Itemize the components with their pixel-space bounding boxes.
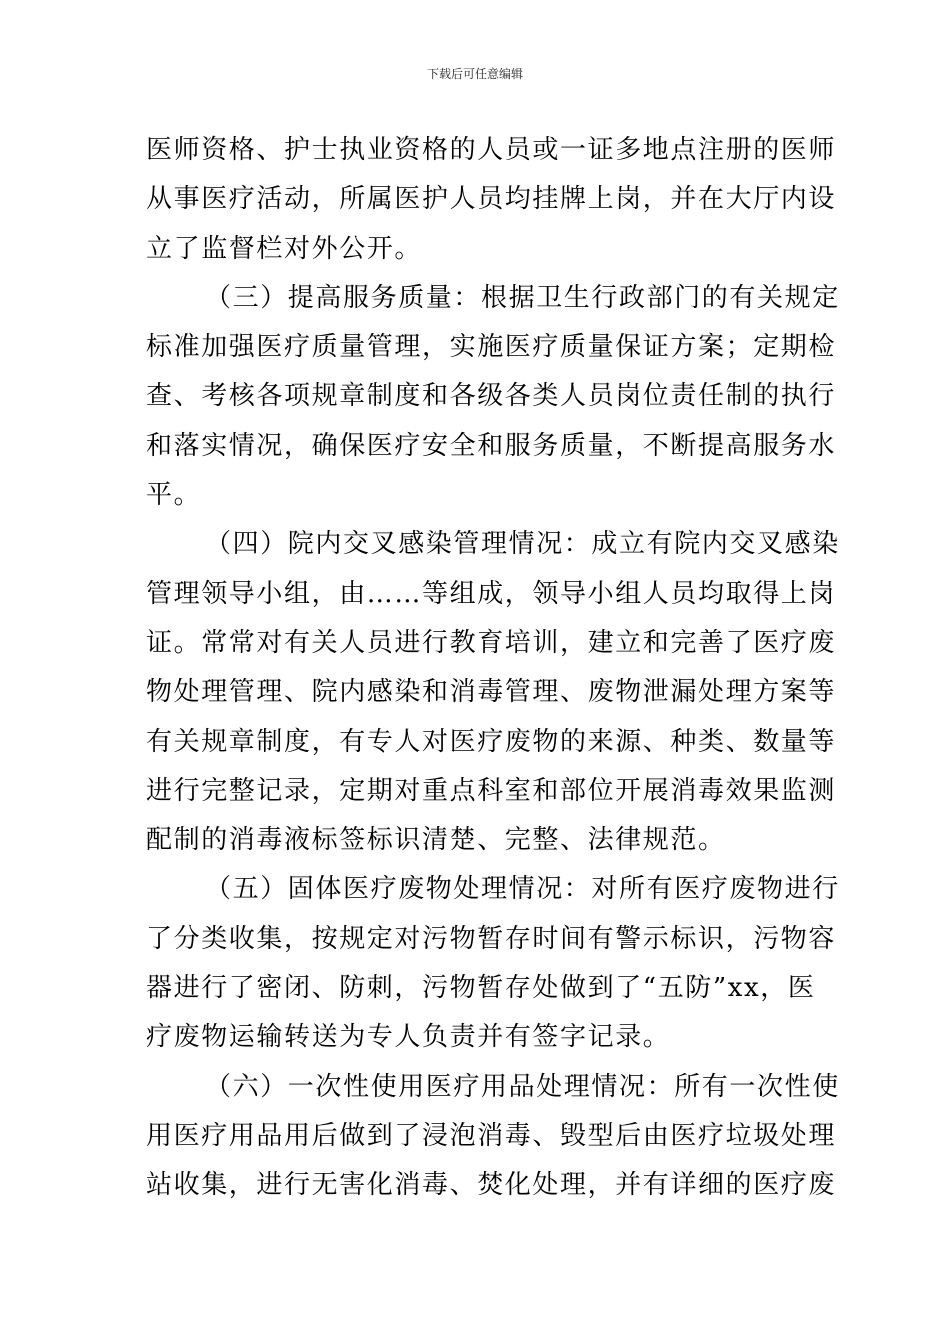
text-line: 了分类收集，按规定对污物暂存时间有警示标识，污物容 bbox=[146, 923, 837, 954]
text-line: （六）一次性使用医疗用品处理情况：所有一次性使 bbox=[205, 1071, 840, 1102]
text-line: （五）固体医疗废物处理情况：对所有医疗废物进行 bbox=[205, 874, 840, 905]
text-line: 管理领导小组，由……等组成，领导小组人员均取得上岗 bbox=[146, 578, 837, 609]
text-line: 医师资格、护士执业资格的人员或一证多地点注册的医师 bbox=[146, 135, 837, 165]
text-line: 查、考核各项规章制度和各级各类人员岗位责任制的执行 bbox=[146, 381, 837, 412]
text-line: 立了监督栏对外公开。 bbox=[146, 233, 423, 264]
text-line: 配制的消毒液标签标识清楚、完整、法律规范。 bbox=[146, 825, 726, 856]
text-line: （三）提高服务质量：根据卫生行政部门的有关规定 bbox=[205, 282, 840, 313]
page-header: 下载后可任意编辑 bbox=[426, 67, 523, 81]
text-line: 物处理管理、院内感染和消毒管理、废物泄漏处理方案等 bbox=[146, 677, 837, 708]
text-line: 用医疗用品用后做到了浸泡消毒、毁型后由医疗垃圾处理 bbox=[146, 1120, 837, 1151]
text-line: 进行完整记录，定期对重点科室和部位开展消毒效果监测 bbox=[146, 775, 837, 806]
text-line: 疗废物运输转送为专人负责并有签字记录。 bbox=[146, 1022, 671, 1053]
text-line: 器进行了密闭、防刺，污物暂存处做到了“五防”xx，医 bbox=[146, 973, 816, 1004]
text-line: 平。 bbox=[146, 480, 202, 511]
text-line: （四）院内交叉感染管理情况：成立有院内交叉感染 bbox=[205, 529, 840, 560]
text-line: 和落实情况，确保医疗安全和服务质量，不断提高服务水 bbox=[146, 430, 837, 461]
text-line: 证。常常对有关人员进行教育培训，建立和完善了医疗废 bbox=[146, 627, 837, 658]
text-line: 站收集，进行无害化消毒、焚化处理，并有详细的医疗废 bbox=[146, 1170, 837, 1201]
body-text bbox=[146, 126, 840, 1211]
text-line: 标准加强医疗质量管理，实施医疗质量保证方案；定期检 bbox=[146, 332, 837, 363]
text-line: 从事医疗活动，所属医护人员均挂牌上岗，并在大厅内设 bbox=[146, 184, 837, 215]
text-line: 有关规章制度，有专人对医疗废物的来源、种类、数量等 bbox=[146, 726, 837, 757]
